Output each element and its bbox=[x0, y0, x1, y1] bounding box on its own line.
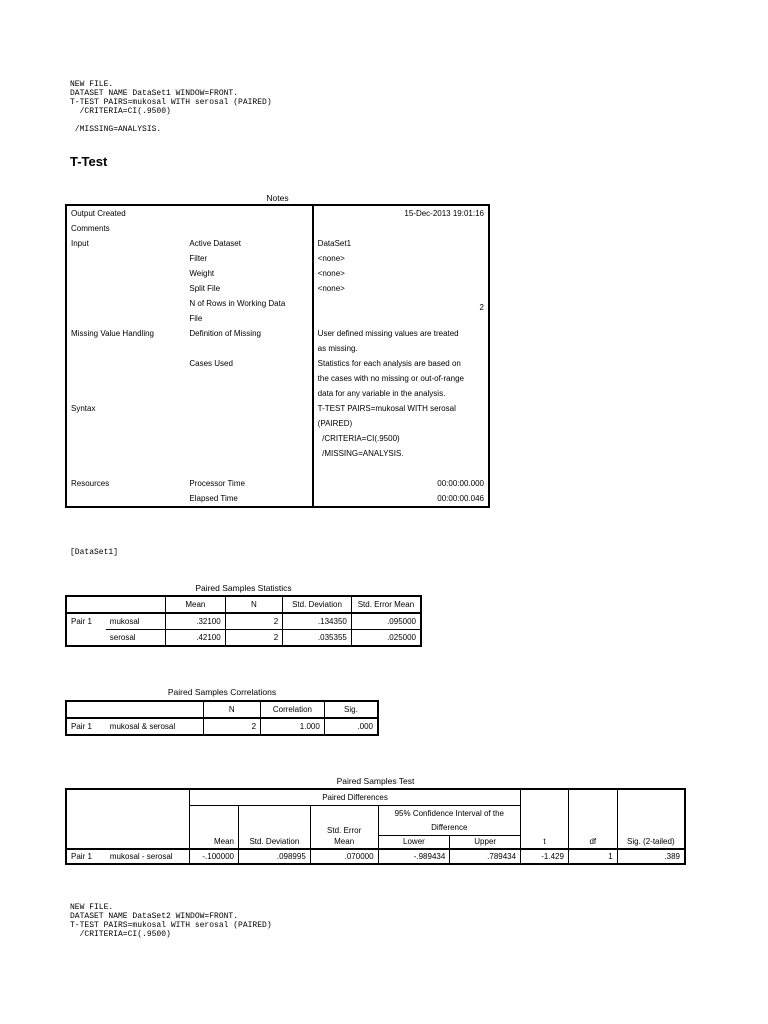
table-row bbox=[66, 221, 489, 236]
variable-label: mukosal - serosal bbox=[106, 849, 190, 864]
cell-value: <none> bbox=[313, 281, 489, 296]
table-row bbox=[66, 236, 489, 251]
cell-value: 1.000 bbox=[261, 718, 325, 735]
paired-test-table bbox=[65, 788, 686, 865]
dataset-tag: [DataSet1] bbox=[70, 548, 119, 557]
table-row bbox=[66, 613, 421, 630]
table-row bbox=[66, 630, 421, 647]
column-header: N bbox=[225, 596, 282, 613]
table-row bbox=[66, 371, 489, 386]
variable-label: serosal bbox=[106, 630, 166, 647]
row-sublabel: Weight bbox=[189, 269, 215, 278]
row-label: Comments bbox=[71, 224, 110, 233]
cell-value: 00:00:00.046 bbox=[313, 491, 489, 507]
corr-caption: Paired Samples Correlations bbox=[167, 687, 277, 697]
row-label: Input bbox=[71, 239, 89, 248]
table-row bbox=[66, 281, 489, 296]
cell-value: as missing. bbox=[313, 341, 489, 356]
table-row bbox=[66, 326, 489, 341]
column-header: Mean bbox=[166, 596, 226, 613]
cell-value: -.989434 bbox=[378, 849, 450, 864]
row-sublabel: Processor Time bbox=[189, 479, 245, 488]
test-caption: Paired Samples Test bbox=[336, 776, 415, 786]
cell-value: .098995 bbox=[238, 849, 310, 864]
variable-label: mukosal & serosal bbox=[106, 718, 203, 735]
table-row bbox=[66, 701, 378, 718]
cell-value: 2 bbox=[203, 718, 260, 735]
row-sublabel: Elapsed Time bbox=[189, 494, 238, 503]
table-row bbox=[66, 266, 489, 281]
syntax-block-2: NEW FILE. DATASET NAME DataSet2 WINDOW=FRONT. T-TEST PAIRS=mukosal WITH serosal (PAIRED) /CRITERIA=CI(.9500) bbox=[70, 903, 272, 939]
column-group-header: Difference bbox=[378, 821, 521, 835]
table-row bbox=[66, 251, 489, 266]
column-header: Mean bbox=[310, 835, 378, 849]
column-header: Std. Deviation bbox=[283, 596, 352, 613]
column-header: Std. Error bbox=[310, 805, 378, 835]
cell-value: .389 bbox=[617, 849, 685, 864]
cell-value: the cases with no missing or out-of-range bbox=[313, 371, 489, 386]
cell-value: /MISSING=ANALYSIS. bbox=[313, 446, 489, 461]
table-row bbox=[66, 386, 489, 401]
row-sublabel: Filter bbox=[189, 254, 208, 263]
row-sublabel: N of Rows in Working Data bbox=[189, 299, 286, 308]
cell-value: 15-Dec-2013 19:01:16 bbox=[313, 205, 489, 221]
table-row bbox=[66, 341, 489, 356]
table-row bbox=[66, 446, 489, 461]
cell-value: .025000 bbox=[351, 630, 421, 647]
table-row bbox=[66, 416, 489, 431]
cell-value: .42100 bbox=[166, 630, 226, 647]
cell-value: DataSet1 bbox=[313, 236, 489, 251]
cell-value: User defined missing values are treated bbox=[313, 326, 489, 341]
cell-value: 2 bbox=[225, 613, 282, 630]
table-row bbox=[66, 849, 685, 864]
table-row bbox=[66, 596, 421, 613]
row-sublabel: Active Dataset bbox=[189, 239, 241, 248]
cell-value: .000 bbox=[324, 718, 378, 735]
column-header: Mean bbox=[190, 835, 239, 849]
stats-table bbox=[65, 595, 422, 647]
cell-value: data for any variable in the analysis. bbox=[313, 386, 489, 401]
column-header: df bbox=[568, 835, 617, 849]
table-row bbox=[66, 789, 685, 805]
pair-label: Pair 1 bbox=[66, 613, 106, 646]
cell-value: 2 bbox=[313, 303, 489, 318]
stats-caption: Paired Samples Statistics bbox=[195, 583, 292, 593]
row-label: Resources bbox=[71, 479, 110, 488]
cell-value: .134350 bbox=[283, 613, 352, 630]
cell-value: -1.429 bbox=[521, 849, 569, 864]
notes-table bbox=[65, 204, 490, 508]
table-row bbox=[66, 431, 489, 446]
correlations-table bbox=[65, 700, 379, 736]
column-header: t bbox=[521, 835, 569, 849]
column-group-header: Paired Differences bbox=[190, 789, 521, 805]
table-row bbox=[66, 491, 489, 507]
table-row bbox=[66, 476, 489, 491]
column-header: Std. Error Mean bbox=[351, 596, 421, 613]
row-sublabel: Split File bbox=[189, 284, 221, 293]
cell-value: Statistics for each analysis are based on bbox=[313, 356, 489, 371]
table-row bbox=[66, 835, 685, 849]
cell-value: .070000 bbox=[310, 849, 378, 864]
column-header: Sig. (2-tailed) bbox=[617, 835, 685, 849]
column-group-header: 95% Confidence Interval of the bbox=[378, 805, 521, 821]
cell-value: .32100 bbox=[166, 613, 226, 630]
column-header: N bbox=[203, 701, 260, 718]
row-sublabel: Cases Used bbox=[189, 359, 233, 368]
table-row bbox=[66, 461, 489, 476]
row-sublabel: File bbox=[189, 314, 203, 323]
column-header: Upper bbox=[450, 835, 521, 849]
cell-value: 00:00:00.000 bbox=[313, 476, 489, 491]
cell-value: T-TEST PAIRS=mukosal WITH serosal bbox=[313, 401, 489, 416]
column-header: Std. Deviation bbox=[238, 835, 310, 849]
cell-value: <none> bbox=[313, 251, 489, 266]
cell-value: /CRITERIA=CI(.9500) bbox=[313, 431, 489, 446]
pair-label: Pair 1 bbox=[66, 718, 106, 735]
cell-value: 2 bbox=[225, 630, 282, 647]
notes-caption: Notes bbox=[266, 193, 289, 203]
variable-label: mukosal bbox=[106, 613, 166, 630]
column-header: Correlation bbox=[261, 701, 325, 718]
table-row bbox=[66, 205, 489, 221]
row-sublabel: Definition of Missing bbox=[189, 329, 261, 338]
column-header: Sig. bbox=[324, 701, 378, 718]
cell-value: (PAIRED) bbox=[313, 416, 489, 431]
cell-value: .789434 bbox=[450, 849, 521, 864]
table-row bbox=[66, 356, 489, 371]
syntax-block-1: NEW FILE. DATASET NAME DataSet1 WINDOW=FRONT. T-TEST PAIRS=mukosal WITH serosal (PAIRED) /CRITERIA=CI(.9500) /MISSING=ANALYSIS. bbox=[70, 80, 272, 134]
row-label: Output Created bbox=[71, 209, 126, 218]
page-title: T-Test bbox=[70, 154, 108, 169]
table-row bbox=[66, 718, 378, 735]
cell-value: .095000 bbox=[351, 613, 421, 630]
cell-value: .035355 bbox=[283, 630, 352, 647]
table-row bbox=[66, 311, 489, 326]
column-header: Lower bbox=[378, 835, 450, 849]
pair-label: Pair 1 bbox=[66, 849, 106, 864]
cell-value: 1 bbox=[568, 849, 617, 864]
cell-value: <none> bbox=[313, 266, 489, 281]
row-label: Syntax bbox=[71, 404, 96, 413]
table-row bbox=[66, 401, 489, 416]
cell-value: -.100000 bbox=[190, 849, 239, 864]
row-label: Missing Value Handling bbox=[71, 329, 155, 338]
